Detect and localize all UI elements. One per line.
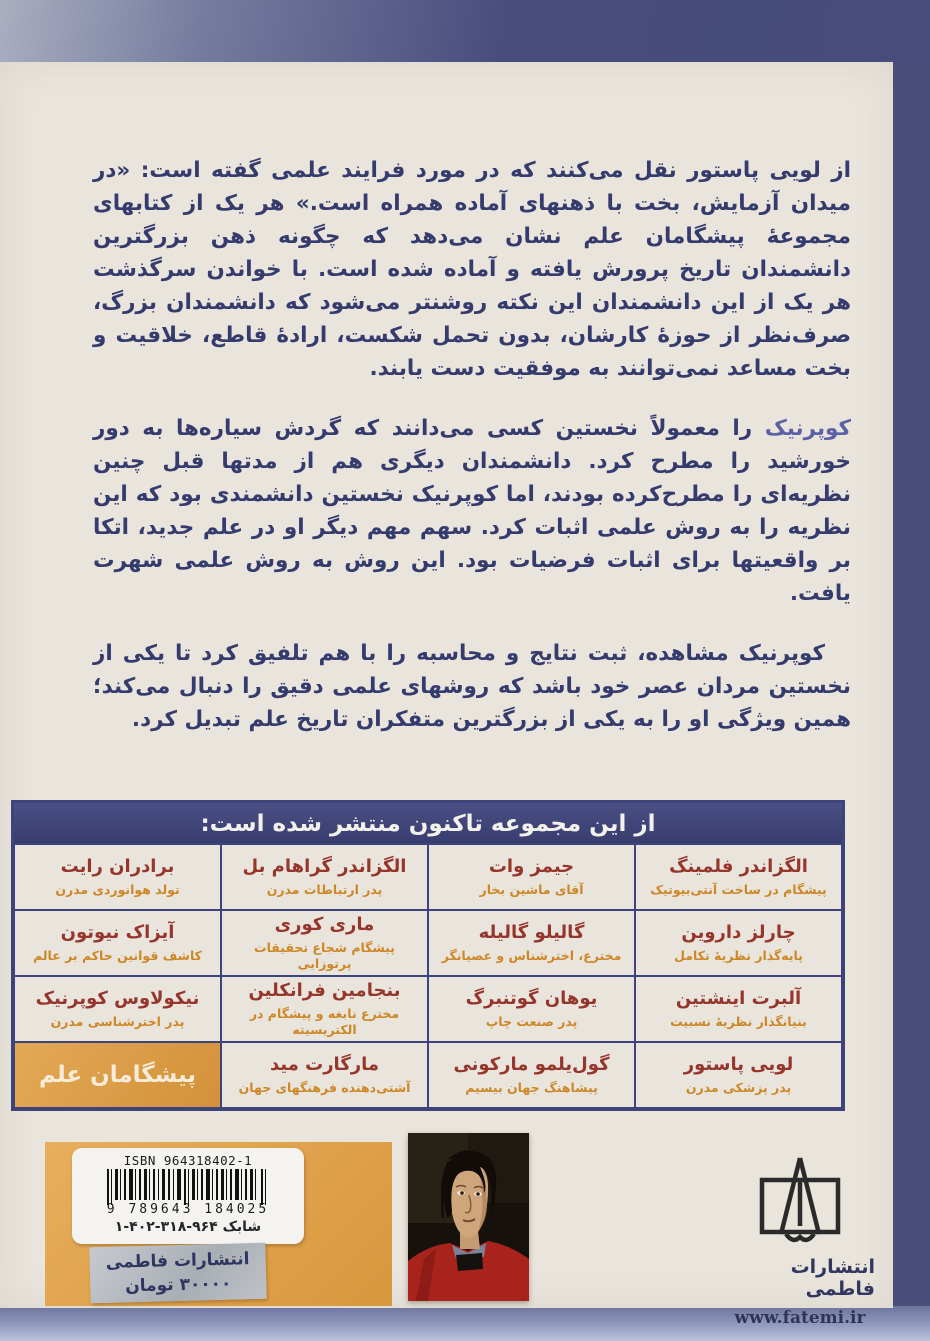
table-cell-franklin [220,975,429,1043]
table-cell-galileo [427,909,636,977]
scientist-name: الگزاندر گراهام بل [242,856,407,877]
scientist-subtitle: مخترع، اخترشناس و عصیانگر [441,948,622,963]
scientist-name: بنجامین فرانکلین [248,980,401,1001]
scientist-subtitle: پیشگام در ساخت آنتی‌بیوتیک [650,882,827,897]
top-blue-band [0,0,930,64]
price-sticker-publisher: انتشارات فاطمی [105,1249,250,1273]
scientist-name: چارلز داروین [681,922,796,943]
shabak-label: شابک ۹۶۴-۳۱۸-۴۰۲-۱ [114,1219,262,1235]
scientist-name: الگزاندر فلمینگ [669,856,808,877]
scientist-subtitle: آقای ماشین بخار [479,882,584,897]
scientist-subtitle: پدر صنعت چاپ [485,1014,578,1029]
price-sticker-price: ۳۰۰۰۰ تومان [124,1273,232,1297]
scientist-subtitle: مخترع نابغه و پیشگام در الکتریسیته [249,1006,400,1037]
published-books-table [11,800,845,1111]
isbn-label: ISBN 964318402-1 [123,1153,253,1168]
scientist-name: گول‌یلمو مارکونی [453,1054,610,1075]
scientist-subtitle: پدر پزشکی مدرن [685,1080,792,1095]
table-cell-wright-brothers [13,843,222,911]
scientist-name: نیکولاوس کوپرنیک [35,988,200,1009]
publisher-url: www.fatemi.ir [734,1308,866,1328]
scientist-subtitle: پیشگام شجاع تحقیقات پرتوزایی [254,940,395,971]
barcode-zone [45,1142,392,1306]
scientist-name: یوهان گوتنبرگ [465,988,598,1009]
scientist-name: جیمز وات [488,856,575,877]
table-cell-marconi [427,1041,636,1109]
table-cell-mead [220,1041,429,1109]
scientist-subtitle: پدر اخترشناسی مدرن [50,1014,185,1029]
publisher-block [725,1152,875,1328]
scientist-subtitle: پیشاهنگ جهان بیسیم [465,1080,598,1095]
copernicus-highlight: کوپرنیک [764,416,851,441]
isbn-sticker [72,1148,304,1244]
table-header: از این مجموعه تاکنون منتشر شده است: [14,803,842,844]
table-cell-newton [13,909,222,977]
copernicus-portrait-image [408,1133,529,1301]
table-cell-bell [220,843,429,911]
scientist-name: مارگارت مید [269,1054,380,1075]
series-title-cell [13,1041,222,1109]
barcode-icon [93,1169,283,1205]
scientist-name: برادران رایت [60,856,175,877]
scientist-name: گالیلو گالیله [478,922,585,943]
paragraph-copernicus-method: کوپرنیک مشاهده، ثبت نتایج و محاسبه را با هم تلفیق کرد تا یکی از نخستین مردان عصر خود باشد که روشهای علمی دقیق را دنبال می‌کند؛ همین ویژگی او را به یکی از بزرگترین متفکران تاریخ علم تبدیل کرد. [93,641,851,732]
scientist-subtitle: تولد هوانوردی مدرن [55,882,180,897]
table-cell-copernicus [13,975,222,1043]
table-cell-watt [427,843,636,911]
scientist-subtitle: پدر ارتباطات مدرن [266,882,383,897]
scientist-subtitle: پایه‌گذار نظریهٔ تکامل [674,948,803,963]
scientist-subtitle: آشتی‌دهنده فرهنگهای جهان [238,1080,411,1095]
paragraph-copernicus-intro-rest: را معمولاً نخستین کسی می‌دانند که گردش سیاره‌ها به دور خورشید را مطرح کرد. دانشمندان دیگری هم از مدتها قبل چنین نظریه‌ای را مطرح‌کرده بودند، اما کوپرنیک نخستین دانشمندی بود که این نظریه را به روش علمی اثبات کرد. سهم مهم دیگر او در علم جدید، اتکا بر واقعیتها برای اثبات فرضیات بود. این روش به روش علمی شهرت یافت. [93,416,851,606]
table-cell-curie [220,909,429,977]
paragraph-pasteur-quote: از لویی پاستور نقل می‌کنند که در مورد فرایند علمی گفته است: «در میدان آزمایش، بخت با ذهنهای آماده همراه است.» هر یک از کتابهای مجموعهٔ پیشگامان علم نشان می‌دهد که چگونه ذهن بزرگترین دانشمندان تاریخ پرورش یافته و آماده شده است. با خواندن سرگذشت هر یک از این دانشمندان این نکته روشنتر می‌شود که دانشمندان بزرگ، صرف‌نظر از حوزهٔ کارشان، بدون تحمل شکست، ارادهٔ قاطع، خلاقیت و بخت مساعد نمی‌توانند به موفقیت دست یابند. [93,158,851,381]
fatemi-logo-icon [750,1152,850,1252]
series-title-label: پیشگامان علم [38,1062,197,1088]
table-cell-fleming [634,843,843,911]
table-cell-pasteur [634,1041,843,1109]
table-cell-darwin [634,909,843,977]
scientist-name: آیزاک نیوتون [60,922,175,943]
cream-panel [0,62,893,1328]
table-cell-einstein [634,975,843,1043]
table-cell-gutenberg [427,975,636,1043]
paragraph-copernicus-intro [93,412,851,610]
price-sticker [89,1243,266,1304]
table-grid [14,844,842,1108]
scientist-name: آلبرت اینشتین [675,988,802,1009]
publisher-name: انتشارات فاطمی [790,1256,875,1300]
scientist-name: ماری کوری [274,914,375,935]
scientist-name: لویی پاستور [683,1054,794,1075]
scientist-subtitle: بنیانگذار نظریهٔ نسبیت [670,1014,807,1029]
cover-text-block [93,154,851,763]
scientist-subtitle: کاشف قوانین حاکم بر عالم [33,948,202,963]
barcode-digits: 9 789643 184025 [106,1202,270,1217]
